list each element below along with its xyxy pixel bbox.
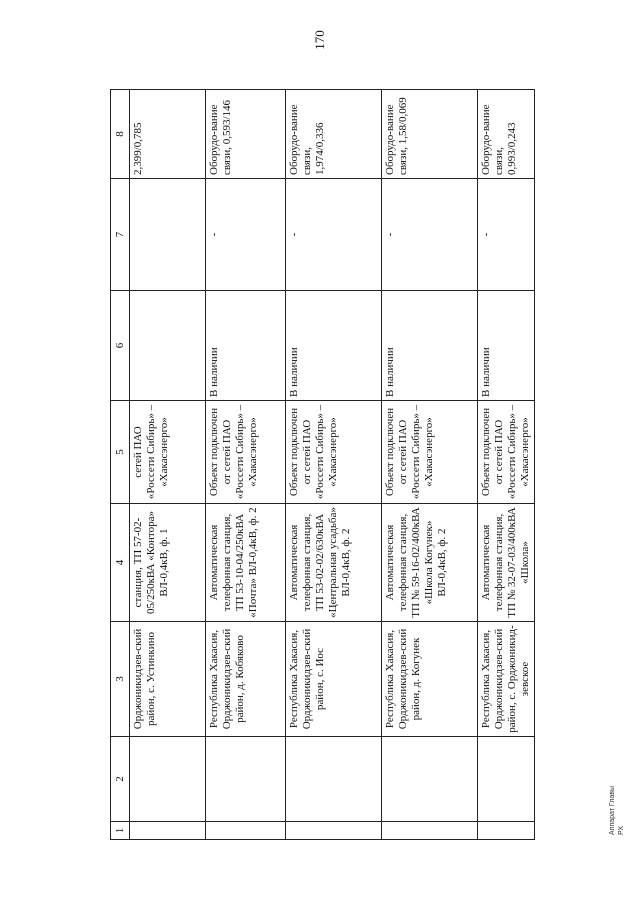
table-row [382,90,478,840]
cell-location: Республика Хакасия, Орджоникидзев-ский район, с. Иос [286,622,382,737]
cell-location: Республика Хакасия, Орджоникидзев-ский район, д. Когунек [382,622,478,737]
cell-power: 2,399/0,785 [130,90,206,179]
header-cell: 5 [111,401,130,504]
cell-col7: - [206,179,286,291]
cell-connection: Объект подключен от сетей ПАО «Россети Сибирь» – «Хакасэнерго» [382,401,478,504]
table-row [478,90,535,840]
cell-object: Автоматическая телефонная станция, ТП 53-02-02/630кВА «Центральная усадьба» ВЛ-0,4кВ, ф. 2 [286,504,382,622]
cell-col2 [478,737,535,822]
cell-connection: Объект подключен от сетей ПАО «Россети Сибирь» – «Хакасэнерго» [478,401,535,504]
cell-power: Оборудо-вание связи, 0,993/0,243 [478,90,535,179]
side-stamp [608,745,638,835]
cell-col7 [130,179,206,291]
header-cell: 7 [111,179,130,291]
cell-number [130,822,206,840]
cell-power: Оборудо-вание связи, 1,974/0,336 [286,90,382,179]
rotated-table-container [110,90,531,840]
cell-col7: - [286,179,382,291]
cell-number [382,822,478,840]
cell-col2 [130,737,206,822]
side-stamp-line2: РХ [618,825,625,835]
cell-availability: В наличии [478,291,535,401]
cell-col7: - [478,179,535,291]
cell-location: Республика Хакасия, Орджоникидзев-ский район, д. Кобяково [206,622,286,737]
cell-connection: сетей ПАО «Россети Сибирь» – «Хакасэнерго» [130,401,206,504]
header-cell: 6 [111,291,130,401]
page-number-area [0,18,640,58]
header-cell: 3 [111,622,130,737]
header-cell: 1 [111,822,130,840]
side-stamp-line1: Аппарат Главы [609,785,616,835]
cell-col7: - [382,179,478,291]
cell-availability: В наличии [206,291,286,401]
cell-number [206,822,286,840]
cell-object: Автоматическая телефонная станция, ТП № 59-16-02/400кВА «Школа Когунек» ВЛ-0,4кВ, ф. 2 [382,504,478,622]
table-row [286,90,382,840]
cell-location: Орджоникидзев-ский район, с. Устинкино [130,622,206,737]
cell-object: станция, ТП 57-02-05/250кВА «Контора» ВЛ-0,4кВ, ф. 1 [130,504,206,622]
table-row [206,90,286,840]
cell-object: Автоматическая телефонная станция, ТП № 32-07-03/400кВА «Школа» [478,504,535,622]
cell-location: Республика Хакасия, Орджоникидзев-ский район, с. Орджоникид-зевское [478,622,535,737]
cell-power: Оборудо-вание связи, 0,593/146 [206,90,286,179]
table-row [130,90,206,840]
cell-col2 [286,737,382,822]
header-cell: 4 [111,504,130,622]
data-table [110,89,535,840]
cell-connection: Объект подключен от сетей ПАО «Россети Сибирь» – «Хакасэнерго» [286,401,382,504]
cell-availability: В наличии [286,291,382,401]
cell-availability [130,291,206,401]
cell-object: Автоматическая телефонная станция, ТП 53-10-04/250кВА «Почта» ВЛ-0,4кВ, ф. 2 [206,504,286,622]
cell-number [478,822,535,840]
header-cell: 8 [111,90,130,179]
header-row [111,90,130,840]
cell-number [286,822,382,840]
cell-col2 [382,737,478,822]
page-number: 170 [312,30,327,50]
header-cell: 2 [111,737,130,822]
cell-col2 [206,737,286,822]
cell-availability: В наличии [382,291,478,401]
cell-connection: Объект подключен от сетей ПАО «Россети Сибирь» – «Хакасэнерго» [206,401,286,504]
cell-power: Оборудо-вание связи, 1,58/0,069 [382,90,478,179]
